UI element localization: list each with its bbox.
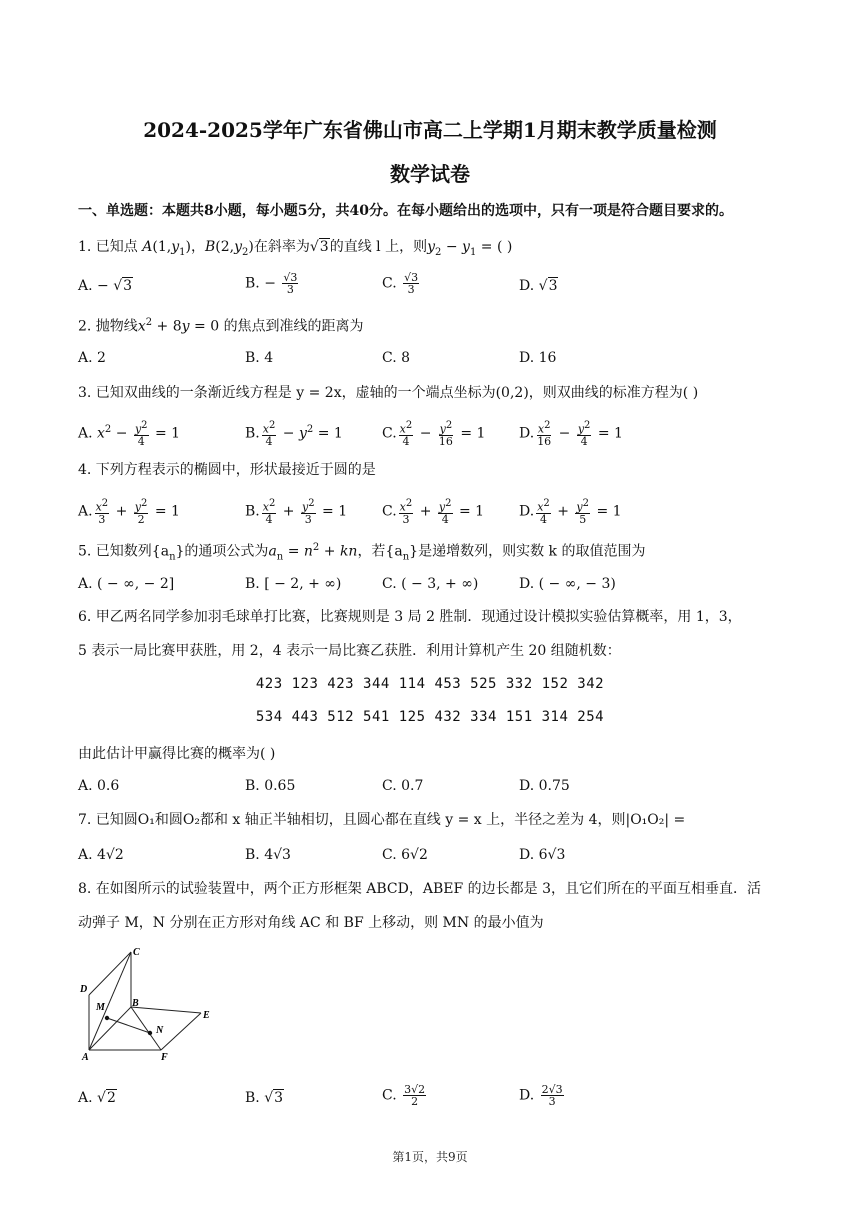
square-frames-figure [76, 940, 226, 1068]
question-6-stem-line-2: 5 表示一局比赛甲获胜，用 2，4 表示一局比赛乙获胜．利用计算机产生 20 组随机数： [78, 643, 621, 659]
q3-option-b[interactable]: B. $\frac{x^2}{4}$ − $y^2 = 1$ [245, 420, 343, 448]
label-b: B [132, 998, 139, 1009]
q2-option-b[interactable]: B. 4 [245, 350, 274, 366]
label-e: E [203, 1010, 210, 1021]
label-f: F [161, 1052, 168, 1063]
label-d: D [80, 984, 88, 995]
q2-option-a[interactable]: A. 2 [78, 350, 106, 366]
q1-option-a[interactable]: A. − √3 [78, 278, 133, 294]
q5-option-d[interactable]: D. ( − ∞, − 3) [519, 576, 616, 592]
q5-option-a[interactable]: A. ( − ∞, − 2] [78, 576, 175, 592]
q6-option-b[interactable]: B. 0.65 [245, 778, 296, 794]
q1-option-b[interactable]: B. − $\frac{√3}{3}$ [245, 271, 298, 296]
random-numbers-row-1: 423 123 423 344 114 453 525 332 152 342 [255, 676, 605, 692]
q7-option-c[interactable]: C. 6√2 [382, 847, 428, 863]
q6-option-d[interactable]: D. 0.75 [519, 778, 570, 794]
exam-subtitle: 数学试卷 [390, 162, 470, 186]
question-4-stem: 4. 下列方程表示的椭圆中，形状最接近于圆的是 [78, 462, 376, 478]
exam-title: 2024-2025学年广东省佛山市高二上学期1月期末教学质量检测 [143, 118, 717, 142]
label-a: A [82, 1052, 89, 1063]
q6-option-a[interactable]: A. 0.6 [78, 778, 120, 794]
page-footer: 第1页，共9页 [392, 1150, 468, 1164]
q5-option-c[interactable]: C. ( − 3, + ∞) [382, 576, 479, 592]
q2-option-c[interactable]: C. 8 [382, 350, 411, 366]
q4-option-c[interactable]: C. $\frac{x^2}{3}$ + $\frac{y^2}{4}$ = 1 [382, 498, 485, 526]
q8-option-c[interactable]: C. $\frac{3√2}{2}$ [382, 1083, 426, 1108]
question-8-stem-line-2: 动弹子 M，N 分别在正方形对角线 AC 和 BF 上移动，则 MN 的最小值为 [78, 915, 544, 931]
q5-option-b[interactable]: B. [ − 2, + ∞) [245, 576, 342, 592]
q8-option-d[interactable]: D. $\frac{2√3}{3}$ [519, 1083, 563, 1108]
label-m: M [96, 1002, 105, 1013]
q7-option-a[interactable]: A. 4√2 [78, 847, 124, 863]
q3-option-d[interactable]: D. $\frac{x^2}{16}$ − $\frac{y^2}{4}$ = 1 [519, 420, 623, 448]
random-numbers-row-2: 534 443 512 541 125 432 334 151 314 254 [255, 709, 605, 725]
q4-option-d[interactable]: D. $\frac{x^2}{4}$ + $\frac{y^2}{5}$ = 1 [519, 498, 622, 526]
question-7-stem: 7. 已知圆O₁和圆O₂都和 x 轴正半轴相切，且圆心都在直线 y = x 上，半径之差为 4，则|O₁O₂| = [78, 812, 686, 828]
q3-option-a[interactable]: A. $x^2$ − $\frac{y^2}{4}$ = 1 [78, 420, 181, 448]
question-3-stem: 3. 已知双曲线的一条渐近线方程是 y = 2x，虚轴的一个端点坐标为(0,2)，则双曲线的标准方程为( ) [78, 385, 699, 401]
q7-option-d[interactable]: D. 6√3 [519, 847, 566, 863]
question-6-stem-line-3: 由此估计甲赢得比赛的概率为( ) [78, 746, 276, 762]
question-5-stem: 5. 已知数列$\{a_n\}$的通项公式为$a_n = n^2$ + kn，若$\{a_n\}$是递增数列，则实数 k 的取值范围为 [78, 542, 646, 563]
q8-option-a[interactable]: A. √2 [78, 1090, 116, 1106]
point-n [148, 1031, 152, 1035]
question-1-stem: 1. 已知点 $A(1,y_1)$，$B(2,y_2)$在斜率为√3的直线 l 上，则$y_2 - y_1$ = ( ) [78, 239, 513, 258]
question-2-stem: 2. 抛物线$x^2 + 8y = 0$ 的焦点到准线的距离为 [78, 317, 364, 335]
q6-option-c[interactable]: C. 0.7 [382, 778, 424, 794]
q1-option-c[interactable]: C. $\frac{√3}{3}$ [382, 271, 419, 296]
question-8-stem-line-1: 8. 在如图所示的试验装置中，两个正方形框架 ABCD，ABEF 的边长都是 3，且它们所在的平面互相垂直．活 [78, 881, 761, 897]
q3-option-c[interactable]: C. $\frac{x^2}{4}$ − $\frac{y^2}{16}$ = 1 [382, 420, 486, 448]
q7-option-b[interactable]: B. 4√3 [245, 847, 291, 863]
section-heading: 一、单选题：本题共8小题，每小题5分，共40分。在每小题给出的选项中，只有一项是符合题目要求的。 [78, 203, 733, 219]
q4-option-b[interactable]: B. $\frac{x^2}{4}$ + $\frac{y^2}{3}$ = 1 [245, 498, 348, 526]
question-6-stem-line-1: 6. 甲乙两名同学参加羽毛球单打比赛，比赛规则是 3 局 2 胜制．现通过设计模拟实验估算概率，用 1，3， [78, 609, 742, 625]
q1-option-d[interactable]: D. √3 [519, 278, 558, 294]
q2-option-d[interactable]: D. 16 [519, 350, 557, 366]
point-m [105, 1016, 109, 1020]
q4-option-a[interactable]: A. $\frac{x^2}{3}$ + $\frac{y^2}{2}$ = 1 [78, 498, 180, 526]
q8-option-b[interactable]: B. √3 [245, 1090, 284, 1106]
label-n: N [156, 1025, 164, 1036]
label-c: C [133, 947, 140, 958]
